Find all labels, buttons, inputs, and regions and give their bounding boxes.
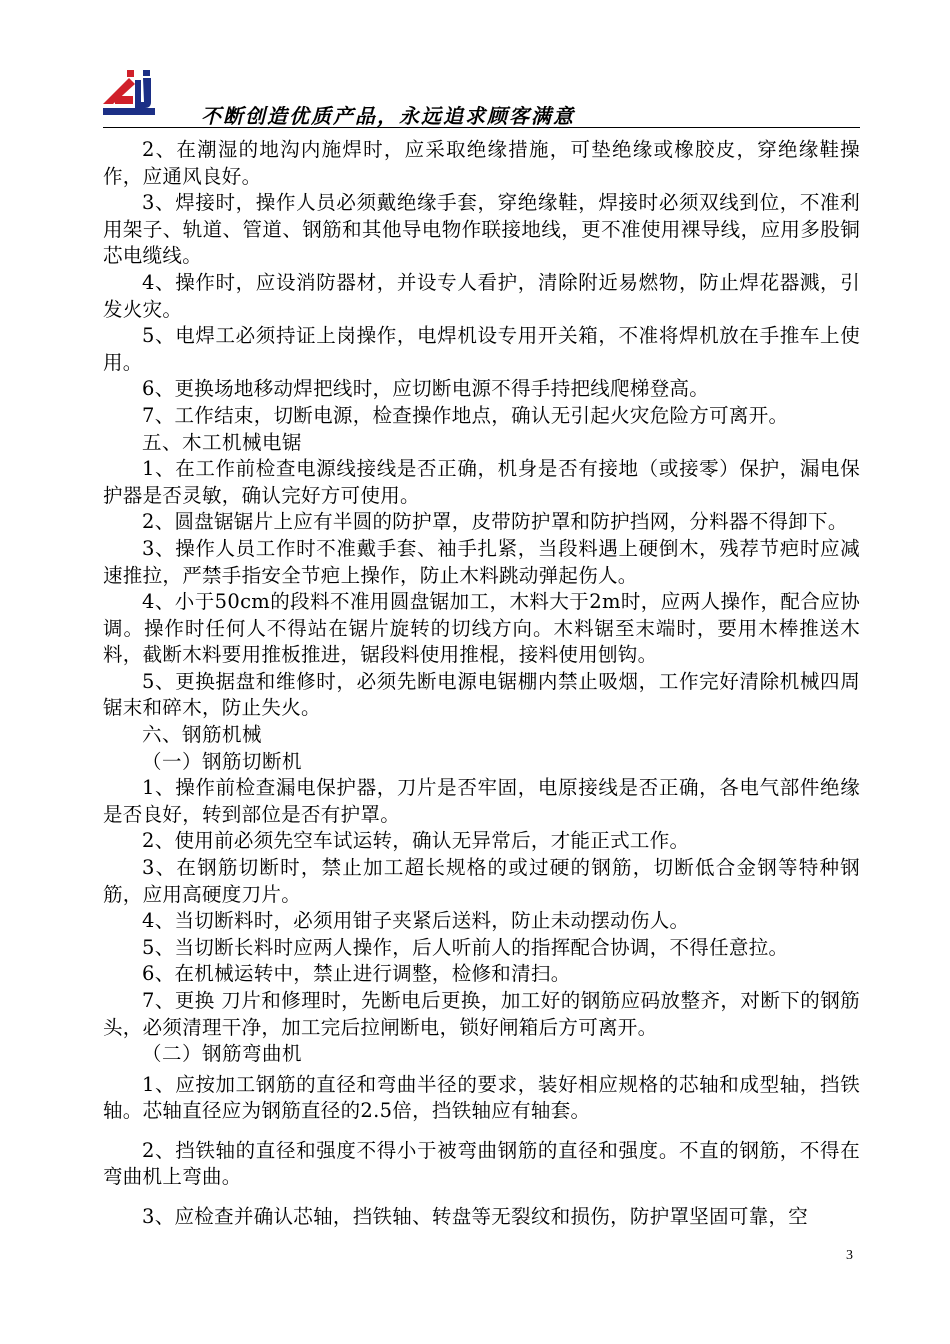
subsection-heading: （二）钢筋弯曲机 <box>142 1042 303 1066</box>
paragraph: 7、工作结束，切断电源，检查操作地点，确认无引起火灾危险方可离开。 <box>142 403 789 427</box>
company-logo-icon <box>103 70 155 115</box>
paragraph: 5、电焊工必须持证上岗操作，电焊机设专用开关箱，不准将焊机放在手推车上使用。 <box>103 324 860 374</box>
section-heading: 五、木工机械电锯 <box>142 430 303 454</box>
paragraph: 2、在潮湿的地沟内施焊时，应采取绝缘措施，可垫绝缘或橡胶皮，穿绝缘鞋操作，应通风良好。 <box>103 138 860 188</box>
paragraph: 6、在机械运转中，禁止进行调整，检修和清扫。 <box>142 962 571 986</box>
subsection-heading: （一）钢筋切断机 <box>142 749 303 773</box>
paragraph: 3、应检查并确认芯轴，挡铁轴、转盘等无裂纹和损伤，防护罩坚固可靠，空 <box>142 1204 809 1228</box>
page-header <box>103 70 860 130</box>
header-slogan: 不断创造优质产品，永远追求顾客满意 <box>201 104 575 128</box>
section-heading: 六、钢筋机械 <box>142 723 263 747</box>
paragraph: 4、操作时，应设消防器材，并设专人看护，清除附近易燃物，防止焊花器溅，引发火灾。 <box>103 270 860 321</box>
paragraph: 2、挡铁轴的直径和强度不得小于被弯曲钢筋的直径和强度。不直的钢筋，不得在弯曲机上弯曲。 <box>103 1138 860 1188</box>
paragraph: 5、当切断长料时应两人操作，后人听前人的指挥配合协调，不得任意拉。 <box>142 935 789 959</box>
document-body <box>103 137 860 1244</box>
paragraph: 7、更换 刀片和修理时，先断电后更换，加工好的钢筋应码放整齐，对断下的钢筋头，必须清理干净，加工完后拉闸断电，锁好闸箱后方可离开。 <box>103 989 860 1039</box>
paragraph: 1、在工作前检查电源线接线是否正确，机身是否有接地（或接零）保护，漏电保护器是否灵敏，确认完好方可使用。 <box>103 457 860 507</box>
paragraph: 1、操作前检查漏电保护器，刀片是否牢固，电原接线是否正确，各电气部件绝缘是否良好，转到部位是否有护罩。 <box>103 776 860 826</box>
paragraph: 6、更换场地移动焊把线时，应切断电源不得手持把线爬梯登高。 <box>142 377 710 401</box>
paragraph: 2、圆盘锯锯片上应有半圆的防护罩，皮带防护罩和防护挡网，分料器不得卸下。 <box>142 510 848 534</box>
header-rule <box>103 127 860 128</box>
paragraph: 4、小于50cm的段料不准用圆盘锯加工，木料大于2m时，应两人操作，配合应协调。操作时任何人不得站在锯片旋转的切线方向。木料锯至末端时，要用木棒推送木料，截断木料要用推板推进，锯段料使用推棍，接料使用刨钩。 <box>103 590 860 667</box>
paragraph: 3、焊接时，操作人员必须戴绝缘手套，穿绝缘鞋，焊接时必须双线到位，不准利用架子、轨道、管道、钢筋和其他导电物作联接地线，更不准使用裸导线，应用多股铜芯电缆线。 <box>103 191 860 268</box>
paragraph: 3、操作人员工作时不准戴手套、袖手扎紧，当段料遇上硬倒木，残荐节疤时应减速推拉，严禁手指安全节疤上操作，防止木料跳动弹起伤人。 <box>103 536 860 587</box>
paragraph: 1、应按加工钢筋的直径和弯曲半径的要求，装好相应规格的芯轴和成型轴，挡铁轴。芯轴直径应为钢筋直径的2.5倍，挡铁轴应有轴套。 <box>103 1072 860 1122</box>
paragraph: 3、在钢筋切断时，禁止加工超长规格的或过硬的钢筋，切断低合金钢等特种钢筋，应用高硬度刀片。 <box>103 856 860 906</box>
paragraph: 4、当切断料时，必须用钳子夹紧后送料，防止未动摆动伤人。 <box>142 909 690 933</box>
paragraph: 2、使用前必须先空车试运转，确认无异常后，才能正式工作。 <box>142 829 690 853</box>
page-number: 3 <box>846 1248 853 1263</box>
paragraph: 5、更换据盘和维修时，必须先断电源电锯棚内禁止吸烟，工作完好清除机械四周锯末和碎木，防止失火。 <box>103 669 860 720</box>
